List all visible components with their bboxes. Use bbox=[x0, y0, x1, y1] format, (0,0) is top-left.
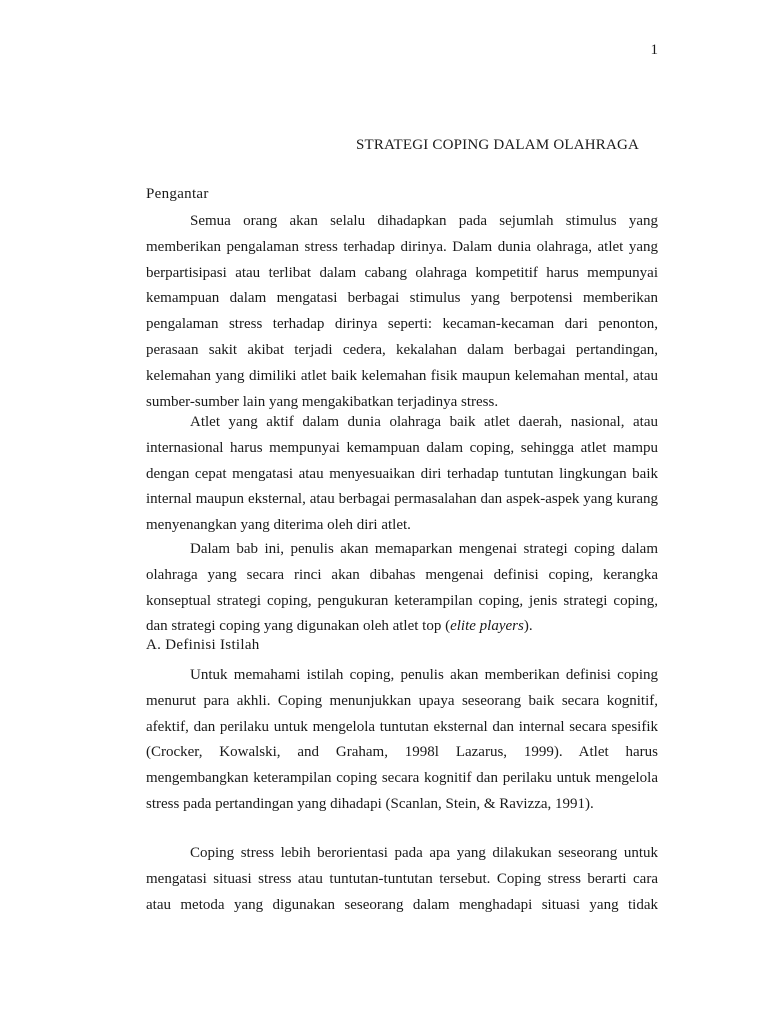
paragraph-pengantar-3 bbox=[146, 537, 658, 640]
paragraph-pengantar-3-text: Dalam bab ini, penulis akan memaparkan mengenai strategi coping dalam olahraga yang secara rinci akan dibahas mengenai definisi coping, kerangka konseptual strategi coping, pengukuran keterampilan coping, jenis strategi coping, dan strategi coping yang digunakan oleh atlet top ( bbox=[146, 541, 658, 635]
elite-players-italic: elite players bbox=[450, 618, 524, 635]
section-heading-pengantar: Pengantar bbox=[146, 186, 209, 202]
document-title: STRATEGI COPING DALAM OLAHRAGA bbox=[356, 137, 640, 153]
paragraph-definisi-1: Untuk memahami istilah coping, penulis akan memberikan definisi coping menurut para akhli. Coping menunjukkan upaya seseorang baik secara kognitif, afektif, dan perilaku untuk mengelola tuntutan eksternal dan internal secara spesifik (Crocker, Kowalski, and Graham, 1998l Lazarus, 1999). Atlet harus mengembangkan keterampilan coping secara kognitif dan perilaku untuk mengelola stress pada pertandingan yang dihadapi (Scanlan, Stein, & Ravizza, 1991). bbox=[146, 667, 658, 812]
paragraph-pengantar-3-end: ). bbox=[523, 618, 533, 635]
paragraph-pengantar-2: Atlet yang aktif dalam dunia olahraga baik atlet daerah, nasional, atau internasional harus mempunyai kemampuan dalam coping, sehingga atlet mampu dengan cepat mengatasi atau menyesuaikan diri terhadap tuntutan lingkungan baik internal maupun eksternal, atau berbagai permasalahan dan aspek-aspek yang kurang menyenangkan yang diterima oleh diri atlet. bbox=[146, 414, 658, 534]
paragraph-definisi-2: Coping stress lebih berorientasi pada apa yang dilakukan seseorang untuk mengatasi situasi stress atau tuntutan-tuntutan tersebut. Coping stress berarti cara atau metoda yang digunakan seseorang dalam menghadapi situasi yang tidak bbox=[146, 845, 658, 913]
section-heading-definisi: A. Definisi Istilah bbox=[146, 637, 260, 653]
page-number: 1 bbox=[650, 42, 658, 58]
paragraph-pengantar-1: Semua orang akan selalu dihadapkan pada sejumlah stimulus yang memberikan pengalaman stress terhadap dirinya. Dalam dunia olahraga, atlet yang berpartisipasi atau terlibat dalam cabang olahraga kompetitif harus mempunyai kemampuan dalam mengatasi berbagai stimulus yang berpotensi memberikan pengalaman stress terhadap dirinya seperti: kecaman-kecaman dari penonton, perasaan sakit akibat terjadi cedera, kekalahan dalam berbagai pertandingan, kelemahan yang dimiliki atlet baik kelemahan fisik maupun kelemahan mental, atau sumber-sumber lain yang mengakibatkan terjadinya stress. bbox=[146, 213, 658, 410]
